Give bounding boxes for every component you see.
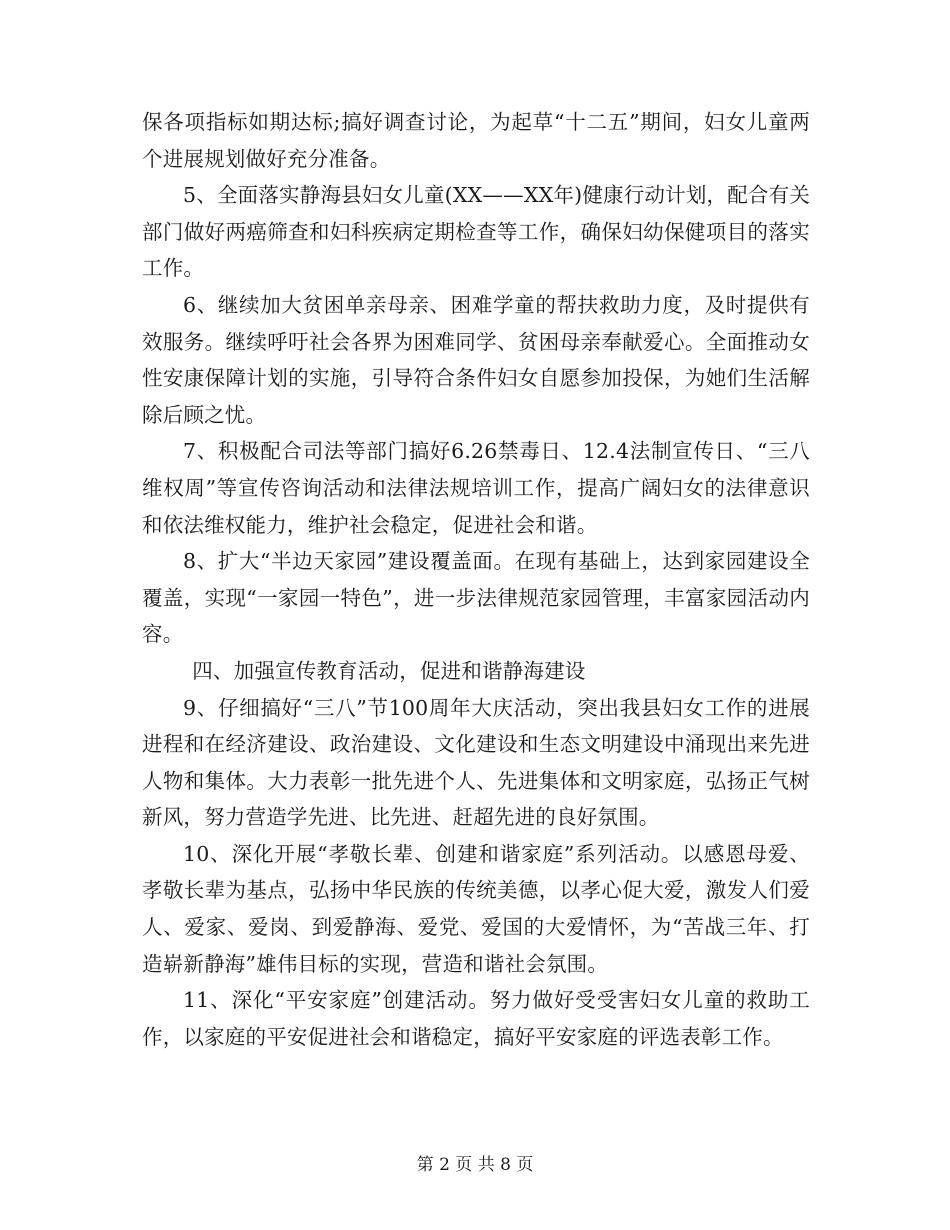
paragraph-item-11: 11、深化“平安家庭”创建活动。努力做好受受害妇女儿童的救助工作，以家庭的平安促进社会和谐稳定，搞好平安家庭的评选表彰工作。 [142, 988, 810, 1049]
document-body [142, 104, 810, 1055]
section-heading-4: 四、加强宣传教育活动，促进和谐静海建设 [192, 658, 586, 683]
paragraph-item-8: 8、扩大“半边天家园”建设覆盖面。在现有基础上，达到家园建设全覆盖，实现“一家园一特色”，进一步法律规范家园管理，丰富家园活动内容。 [142, 549, 810, 647]
paragraph-item-9: 9、仔细搞好“三八”节100周年大庆活动，突出我县妇女工作的进展进程和在经济建设、政治建设、文化建设和生态文明建设中涌现出来先进人物和集体。大力表彰一批先进个人、先进集体和文明家庭，弘扬正气树新风，努力营造学先进、比先进、赶超先进的良好氛围。 [142, 695, 810, 830]
paragraph-item-6: 6、继续加大贫困单亲母亲、困难学童的帮扶救助力度，及时提供有效服务。继续呼吁社会各界为困难同学、贫困母亲奉献爱心。全面推动女性安康保障计划的实施，引导符合条件妇女自愿参加投保，为她们生活解除后顾之忧。 [142, 292, 810, 427]
paragraph-continuation: 保各项指标如期达标;搞好调查讨论，为起草“十二五”期间，妇女儿童两个进展规划做好充分准备。 [142, 110, 810, 171]
paragraph-item-10: 10、深化开展“孝敬长辈、创建和谐家庭”系列活动。以感恩母爱、孝敬长辈为基点，弘扬中华民族的传统美德，以孝心促大爱，激发人们爱人、爱家、爱岗、到爱静海、爱党、爱国的大爱情怀，为“苦战三年、打造崭新静海”雄伟目标的实现，营造和谐社会氛围。 [142, 841, 810, 976]
page-footer: 第 2 页 共 8 页 [416, 1155, 534, 1175]
paragraph-item-5: 5、全面落实静海县妇女儿童(XX——XX年)健康行动计划，配合有关部门做好两癌筛查和妇科疾病定期检查等工作，确保妇幼保健项目的落实工作。 [142, 183, 811, 281]
paragraph-item-7: 7、积极配合司法等部门搞好6.26禁毒日、12.4法制宣传日、“三八维权周”等宣传咨询活动和法律法规培训工作，提高广阔妇女的法律意识和依法维权能力，维护社会稳定，促进社会和谐。 [142, 439, 810, 537]
